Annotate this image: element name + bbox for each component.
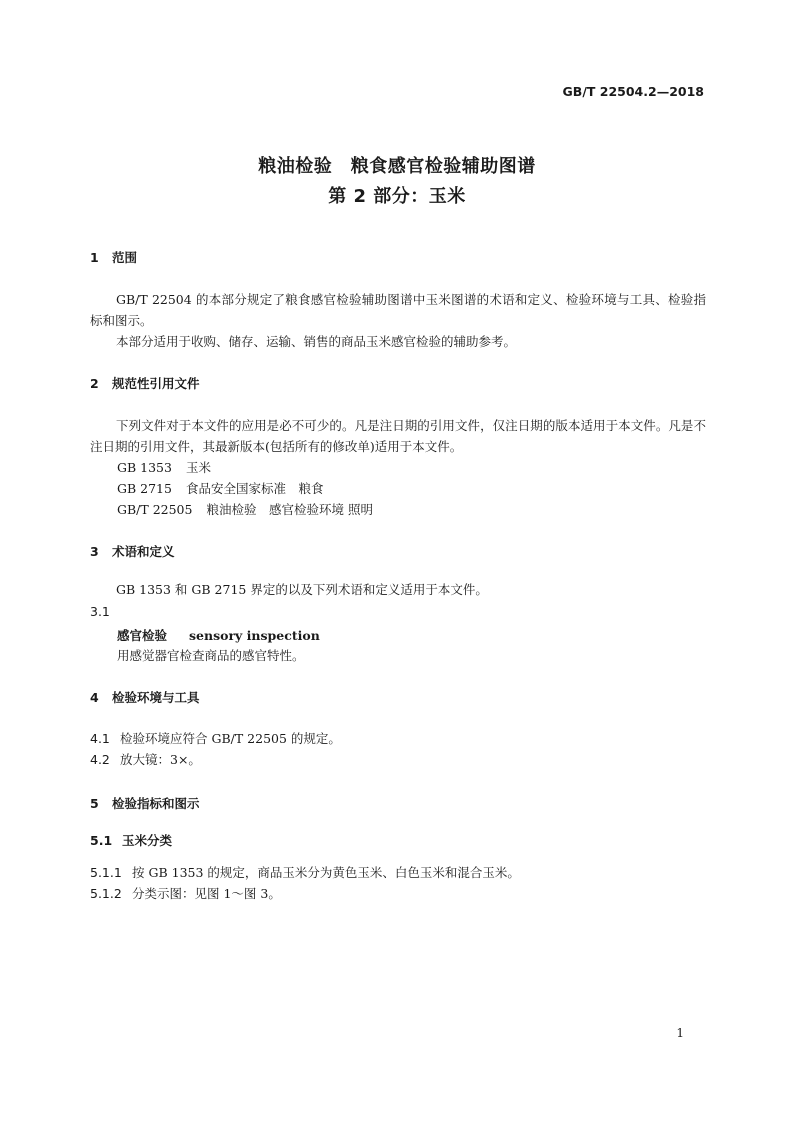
clause-item	[90, 728, 341, 749]
section-1-heading	[90, 248, 137, 266]
clause-number: 3.1	[90, 604, 110, 619]
section-2-heading	[90, 374, 200, 392]
clause-item	[90, 749, 201, 770]
section-number: 1	[90, 250, 99, 265]
clause-number: 4.2	[90, 752, 110, 767]
clause-text: 检验环境应符合 GB/T 22505 的规定。	[120, 731, 341, 746]
reference-code: GB 1353	[117, 460, 172, 475]
subsection-title: 玉米分类	[122, 833, 173, 848]
document-title: 粮油检验 粮食感官检验辅助图谱	[258, 156, 536, 177]
clause-text: 放大镜：3×。	[120, 752, 201, 767]
section-number: 5	[90, 796, 99, 811]
section-4-heading	[90, 688, 200, 706]
scope-paragraph-1: GB/T 22504 的本部分规定了粮食感官检验辅助图谱中玉米图谱的术语和定义、检验环境与工具、检验指标和图示。	[90, 292, 706, 328]
section-title: 检验环境与工具	[112, 690, 200, 705]
reference-item	[117, 478, 323, 499]
reference-code: GB 2715	[117, 481, 172, 496]
reference-item	[117, 457, 211, 478]
standard-code: GB/T 22504.2—2018	[562, 84, 704, 99]
clause-item	[90, 862, 520, 883]
reference-title: 粮油检验 感官检验环境 照明	[206, 502, 373, 517]
section-number: 3	[90, 544, 99, 559]
section-number: 4	[90, 690, 99, 705]
section-title: 范围	[112, 250, 138, 265]
reference-title: 玉米	[185, 460, 211, 475]
section-number: 2	[90, 376, 99, 391]
reference-code: GB/T 22505	[117, 502, 193, 517]
subsection-5-1-heading	[90, 831, 172, 849]
clause-text: 分类示图：见图 1～图 3。	[132, 886, 281, 901]
clause-item	[90, 883, 281, 904]
section-5-heading	[90, 794, 200, 812]
term-definition: 用感觉器官检查商品的感官特性。	[117, 648, 305, 663]
section-3-heading	[90, 542, 175, 560]
section-title: 检验指标和图示	[112, 796, 200, 811]
clause-number: 4.1	[90, 731, 110, 746]
terms-intro-paragraph: GB 1353 和 GB 2715 界定的以及下列术语和定义适用于本文件。	[116, 582, 488, 597]
term-english: sensory inspection	[189, 628, 320, 643]
section-title: 规范性引用文件	[112, 376, 200, 391]
term-entry	[117, 626, 320, 644]
clause-number: 5.1.2	[90, 886, 122, 901]
document-subtitle: 第 2 部分：玉米	[328, 186, 466, 207]
subsection-number: 5.1	[90, 833, 113, 848]
page-number: 1	[676, 1026, 684, 1040]
reference-item	[117, 499, 373, 520]
reference-title: 食品安全国家标准 粮食	[185, 481, 324, 496]
term-chinese: 感官检验	[117, 628, 168, 643]
scope-paragraph-2: 本部分适用于收购、储存、运输、销售的商品玉米感官检验的辅助参考。	[116, 334, 517, 349]
clause-number: 5.1.1	[90, 865, 122, 880]
normative-references-paragraph: 下列文件对于本文件的应用是必不可少的。凡是注日期的引用文件，仅注日期的版本适用于本文件。凡是不注日期的引用文件，其最新版本(包括所有的修改单)适用于本文件。	[90, 418, 706, 454]
clause-text: 按 GB 1353 的规定，商品玉米分为黄色玉米、白色玉米和混合玉米。	[132, 865, 520, 880]
section-title: 术语和定义	[112, 544, 175, 559]
